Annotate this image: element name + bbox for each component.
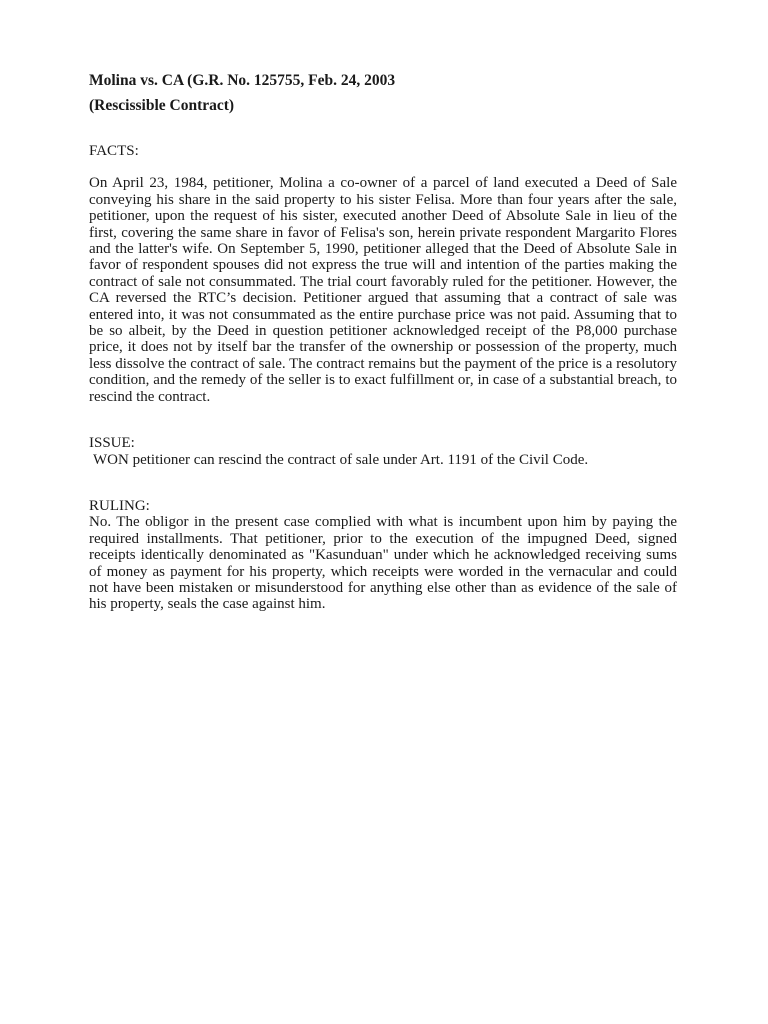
facts-paragraph: On April 23, 1984, petitioner, Molina a co-owner of a parcel of land executed a Deed of Sale conveying his share in the said property to his sister Felisa. More than four years after the sale, petitioner, upon the request of his sister, executed another Deed of Absolute Sale in lieu of the first, covering the same share in favor of Felisa's son, herein private respondent Margarito Flores and the latter's wife. On September 5, 1990, petitioner alleged that the Deed of Absolute Sale in favor of respondent spouses did not express the true will and intention of the parties making the contract of sale not consummated. The trial court favorably ruled for the petitioner. However, the CA reversed the RTC’s decision. Petitioner argued that assuming that a contract of sale was entered into, it was not consummated as the entire purchase price was not paid. Assuming that to be so albeit, by the Deed in question petitioner acknowledged receipt of the P8,000 purchase price, it does not by itself bar the transfer of the ownership or possession of the property, much less dissolve the contract of sale. The contract remains but the payment of the price is a resolutory condition, and the remedy of the seller is to exact fulfillment or, in case of a substantial breach, to rescind the contract.: [89, 175, 677, 405]
ruling-paragraph: No. The obligor in the present case complied with what is incumbent upon him by paying the required installments. That petitioner, prior to the execution of the impugned Deed, signed receipts identically denominated as "Kasunduan" under which he acknowledged receiving sums of money as payment for his property, which receipts were worded in the vernacular and could not have been mistaken or misunderstood for anything else other than as evidence of the sale of his property, seals the case against him.: [89, 514, 677, 613]
issue-paragraph: WON petitioner can rescind the contract of sale under Art. 1191 of the Civil Code.: [93, 451, 589, 468]
case-title: Molina vs. CA (G.R. No. 125755, Feb. 24, 2003: [89, 72, 396, 89]
document-content: [89, 70, 677, 613]
facts-heading: FACTS:: [89, 143, 139, 159]
ruling-heading: RULING:: [89, 497, 150, 514]
case-subtitle: (Rescissible Contract): [89, 97, 235, 114]
issue-heading: ISSUE:: [89, 435, 135, 452]
